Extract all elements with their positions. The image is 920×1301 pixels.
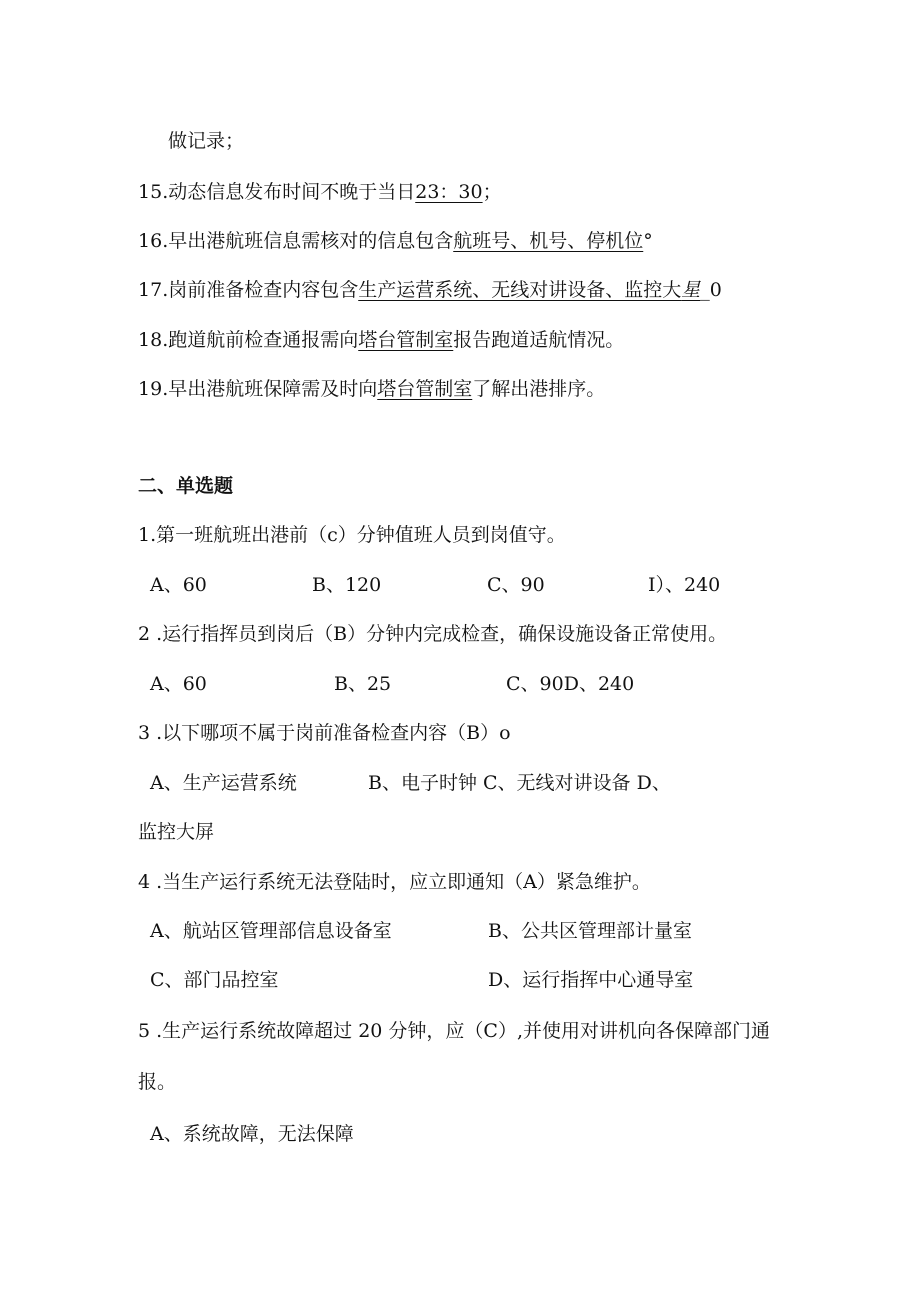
item-text: .早出港航班保障需及时向 (162, 378, 378, 400)
item-text-end: 了解出港排序。 (472, 378, 606, 400)
q4-option-d: D、运行指挥中心通导室 (488, 969, 694, 991)
q1-option-c: C、90 (487, 574, 545, 596)
question-2: 2 .运行指挥员到岗后（B）分钟内完成检查，确保设施设备正常使用。 (138, 623, 728, 645)
question-5: 5 .生产运行系统故障超过 20 分钟，应（C）,并使用对讲机向各保障部门通 (138, 1020, 771, 1042)
item-text-end: 报告跑道适航情况。 (453, 329, 625, 351)
question-3: 3 .以下哪项不属于岗前准备检查内容（B）o (138, 722, 511, 744)
question-5-wrap: 报。 (138, 1071, 177, 1093)
section-title: 二、单选题 (138, 475, 234, 497)
item-number: 15 (138, 181, 163, 203)
question-1: 1.第一班航班出港前（c）分钟值班人员到岗值守。 (138, 524, 566, 546)
item-text: .动态信息发布时间不晚于当日 (162, 181, 416, 203)
item-number: 16 (138, 230, 163, 252)
fill-item-19 (138, 377, 605, 401)
q3-option-wrap: 监控大屏 (138, 821, 215, 843)
answer-blank: 塔台管制室 (377, 378, 473, 400)
fill-item-continuation: 做记录； (168, 130, 245, 152)
q4-option-c: C、部门品控室 (150, 969, 279, 991)
answer-blank: 23：30 (415, 181, 483, 203)
q2-option-b: B、25 (334, 673, 392, 695)
question-4: 4 .当生产运行系统无法登陆时，应立即通知（A）紧急维护。 (138, 871, 651, 893)
fill-item-17 (138, 278, 722, 302)
q2-option-cd: C、90D、240 (506, 673, 635, 695)
answer-blank: 航班号、机号、停机位 (453, 230, 644, 252)
answer-blank-italic: 星 (681, 279, 701, 301)
q1-option-b: B、120 (312, 574, 382, 596)
q4-option-a: A、航站区管理部信息设备室 (150, 920, 392, 942)
item-number: 19 (138, 378, 163, 400)
answer-blank: 生产运营系统、无线对讲设备、监控大 (358, 279, 682, 301)
item-text: .岗前准备检查内容包含 (162, 279, 359, 301)
item-text: .跑道航前检查通报需向 (162, 329, 359, 351)
q3-option-bcd: B、电子时钟 C、无线对讲设备 D、 (368, 772, 671, 794)
q2-option-a: A、60 (150, 673, 207, 695)
item-text: .早出港航班信息需核对的信息包含 (162, 230, 454, 252)
item-number: 18 (138, 329, 163, 351)
fill-item-18 (138, 328, 624, 352)
fill-item-16 (138, 229, 653, 253)
item-number: 17 (138, 279, 163, 301)
q4-option-b: B、公共区管理部计量室 (488, 920, 692, 942)
q1-option-a: A、60 (150, 574, 207, 596)
q1-option-d: I）、240 (648, 574, 721, 596)
item-text-end: _0 (700, 279, 722, 301)
q5-option-a: A、系统故障，无法保障 (150, 1123, 354, 1145)
q3-option-a: A、生产运营系统 (150, 772, 297, 794)
item-text-end: ； (482, 181, 502, 203)
answer-blank: 塔台管制室 (358, 329, 454, 351)
item-text-end: ° (643, 230, 653, 252)
fill-item-15 (138, 180, 502, 204)
